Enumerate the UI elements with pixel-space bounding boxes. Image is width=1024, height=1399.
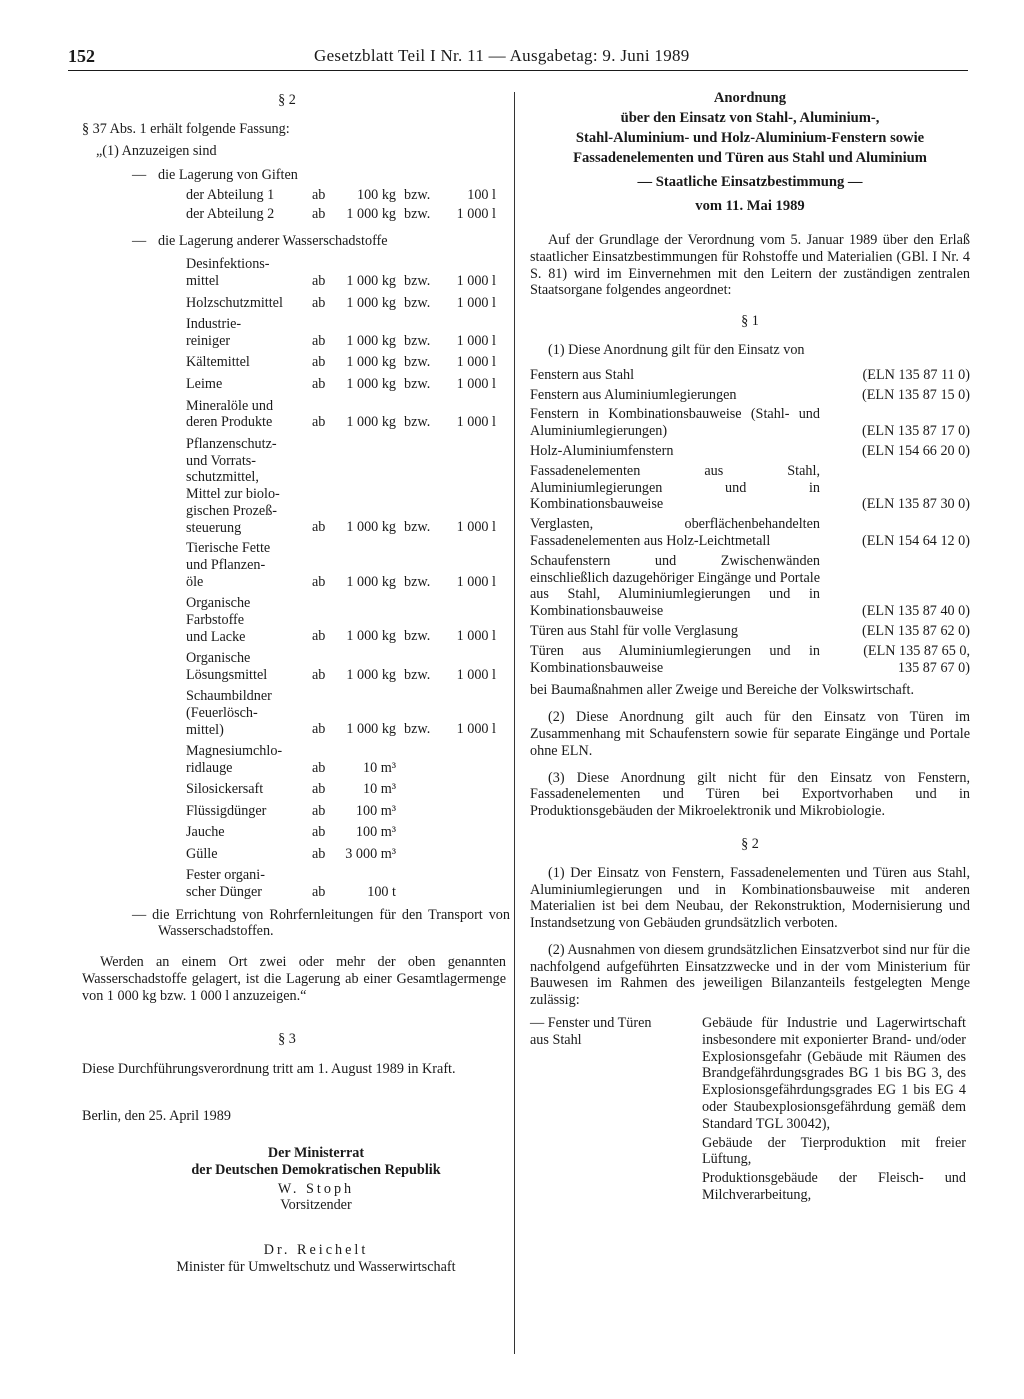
alternative-value: 1 000 l <box>456 294 496 311</box>
eln-code: (ELN 135 87 40 0) <box>862 603 970 620</box>
threshold-prefix: ab <box>312 206 326 223</box>
table-row <box>82 781 510 798</box>
threshold-prefix: ab <box>312 781 326 798</box>
substance-name: Fester organi- scher Dünger <box>186 867 265 901</box>
product-name: Türen aus Aluminiumlegierungen und in Kombinationsbauweise <box>530 642 820 676</box>
eln-code: (ELN 154 66 20 0) <box>862 442 970 459</box>
substance-name: Organische Lösungsmittel <box>186 649 268 683</box>
alternative-sep: bzw. <box>404 414 431 431</box>
alternative-value: 1 000 l <box>456 666 496 683</box>
quantity-value: 1 000 kg <box>346 354 396 371</box>
table-row <box>82 187 510 204</box>
alternative-sep: bzw. <box>404 332 431 349</box>
bullet-wasser: die Lagerung anderer Wasserschadstoffe <box>158 233 388 250</box>
column-divider <box>514 92 515 1354</box>
substance-name: Pflanzenschutz- und Vorrats- schutzmittel, Mittel zur biolo- gischen Prozeß- steuerung <box>186 435 280 536</box>
table-row <box>82 354 510 371</box>
table-row <box>82 376 510 393</box>
bullet-gifte: die Lagerung von Giften <box>158 167 298 184</box>
threshold-prefix: ab <box>312 518 326 535</box>
substance-name: Flüssigdünger <box>186 802 267 819</box>
s2-heading: § 2 <box>741 835 759 852</box>
table-row <box>82 867 510 900</box>
eln-code: (ELN 135 87 65 0, 135 87 67 0) <box>863 642 970 676</box>
substance-name: der Abteilung 2 <box>186 206 275 223</box>
alternative-value: 1 000 l <box>456 206 496 223</box>
threshold-prefix: ab <box>312 802 326 819</box>
signer-1: W. Stoph <box>277 1180 355 1197</box>
table-row <box>82 256 510 289</box>
intro-text: § 37 Abs. 1 erhält folgende Fassung: <box>82 120 290 137</box>
product-name: Verglasten, oberflächenbehandelten Fassadenelementen aus Holz-Leichtmetall <box>530 516 820 549</box>
alternative-sep: bzw. <box>404 721 431 738</box>
table-row <box>82 688 510 738</box>
alternative-value: 100 l <box>467 187 496 204</box>
product-name: Türen aus Stahl für volle Verglasung <box>530 622 738 639</box>
threshold-prefix: ab <box>312 414 326 431</box>
substance-name: Kältemittel <box>186 354 250 371</box>
product-name: Holz-Aluminiumfenstern <box>530 442 674 459</box>
quantity-value: 10 m³ <box>362 781 396 798</box>
eln-row <box>530 623 970 640</box>
table-row <box>82 743 510 776</box>
exceptions-block <box>530 1015 970 1255</box>
eln-row <box>530 406 970 440</box>
eln-row <box>530 553 970 620</box>
title-line: — Staatliche Einsatzbestimmung — <box>637 174 863 190</box>
place-date: Berlin, den 25. April 1989 <box>82 1108 231 1125</box>
substance-name: Tierische Fette und Pflanzen- öle <box>186 540 271 590</box>
product-name: Fenstern aus Stahl <box>530 366 635 383</box>
substance-name: Leime <box>186 375 223 392</box>
exception-item: Gebäude der Tierproduktion mit freier Lüftung, <box>702 1134 966 1168</box>
eln-code: (ELN 135 87 11 0) <box>862 366 970 383</box>
substance-name: Desinfektions- mittel <box>186 256 270 290</box>
s1-paragraph-1: (1) Diese Anordnung gilt für den Einsatz von <box>548 341 805 358</box>
eln-code: (ELN 135 87 30 0) <box>862 496 970 513</box>
table-row <box>82 824 510 841</box>
page-header <box>68 44 968 72</box>
threshold-prefix: ab <box>312 332 326 349</box>
threshold-prefix: ab <box>312 187 326 204</box>
threshold-prefix: ab <box>312 721 326 738</box>
threshold-prefix: ab <box>312 375 326 392</box>
eln-code: (ELN 135 87 62 0) <box>862 622 970 639</box>
threshold-prefix: ab <box>312 845 326 862</box>
bullet-rohr: die Errichtung von Rohrfernleitungen für den Transport von Wasserschadstoffen. <box>152 906 510 940</box>
threshold-prefix: ab <box>312 759 326 776</box>
alternative-value: 1 000 l <box>456 354 496 371</box>
eln-row <box>530 387 970 404</box>
table-row <box>82 398 510 431</box>
substance-name: Mineralöle und deren Produkte <box>186 397 274 431</box>
threshold-prefix: ab <box>312 573 326 590</box>
page-number: 152 <box>68 46 95 66</box>
quantity-value: 10 m³ <box>362 759 396 776</box>
dash-marker: — <box>132 167 147 184</box>
alternative-sep: bzw. <box>404 573 431 590</box>
threshold-prefix: ab <box>312 294 326 311</box>
alternative-sep: bzw. <box>404 294 431 311</box>
quantity-value: 100 kg <box>356 187 396 204</box>
title-line: Stahl-Aluminium- und Holz-Aluminium-Fenstern sowie <box>575 130 925 146</box>
threshold-prefix: ab <box>312 666 326 683</box>
threshold-prefix: ab <box>312 884 326 901</box>
alternative-value: 1 000 l <box>456 628 496 645</box>
s2-paragraph-2: (2) Ausnahmen von diesem grundsätzlichen Einsatzverbot sind nur für die nachfolgend aufgeführten Einsatzzwecke und in der vom Ministerium für Bauwesen im Rahmen des jeweiligen Bilanzanteils festgelegten Menge zulässig: <box>530 941 970 1009</box>
left-column <box>82 88 510 1276</box>
alternative-sep: bzw. <box>404 206 431 223</box>
quantity-value: 1 000 kg <box>346 573 396 590</box>
eln-row <box>530 643 970 677</box>
table-row <box>82 803 510 820</box>
gifte-table <box>82 187 510 223</box>
title-line: Anordnung <box>713 90 787 106</box>
signer-2-title: Minister für Umweltschutz und Wasserwirtschaft <box>176 1259 456 1276</box>
closing-paragraph: Werden an einem Ort zwei oder mehr der oben genannten Wasserschadstoffe gelagert, ist die Lagerung ab einer Gesamtlagermenge von 1 000 kg bzw. 1 000 l anzuzeigen.“ <box>82 954 506 1004</box>
eln-code: (ELN 154 64 12 0) <box>862 532 970 549</box>
substance-name: Magnesiumchlo- ridlauge <box>186 742 283 776</box>
substance-name: Schaumbildner (Feuerlösch- mittel) <box>186 688 272 738</box>
alternative-value: 1 000 l <box>456 721 496 738</box>
product-name: Schaufenstern und Zwischenwänden einschließlich dazugehöriger Eingänge und Portale aus Stahl, Aluminiumlegierungen und in Kombinationsbauweise <box>530 552 820 620</box>
threshold-prefix: ab <box>312 354 326 371</box>
dash-marker: — <box>132 233 147 250</box>
s1-paragraph-3: (3) Diese Anordnung gilt nicht für den Einsatz von Fenstern, Fassadenelementen und Türen bei Exportvorhaben und in Produktionsgebäuden der Mikroelektronik und Mikrobiologie. <box>530 769 970 820</box>
quantity-value: 1 000 kg <box>346 272 396 289</box>
table-row <box>82 540 510 590</box>
alternative-value: 1 000 l <box>456 573 496 590</box>
alternative-sep: bzw. <box>404 628 431 645</box>
table-row <box>82 206 510 223</box>
exception-item: Gebäude für Industrie und Lagerwirtschaft insbesondere mit exponierter Brand- und/oder Explosionsgefahr (Gebäude mit Räumen des Brandgefährdungsgrades BG 1 bis BG 3, des Explosionsgefährdungsgrades EG 1 bis EG 4 oder Staubexplosionsgefährdung gemäß dem Standard TGL 30042), <box>702 1015 966 1132</box>
quantity-value: 1 000 kg <box>346 628 396 645</box>
exception-items <box>702 1015 966 1204</box>
section-3-heading: § 3 <box>278 1030 296 1047</box>
eln-row <box>530 443 970 460</box>
signer-1-title: Vorsitzender <box>280 1197 352 1214</box>
header-title: Gesetzblatt Teil I Nr. 11 — Ausgabetag: 9. Juni 1989 <box>314 46 690 65</box>
eln-row <box>530 367 970 384</box>
quantity-value: 1 000 kg <box>346 721 396 738</box>
quantity-value: 1 000 kg <box>346 666 396 683</box>
substance-name: Industrie- reiniger <box>186 316 242 349</box>
section-2-heading: § 2 <box>278 92 296 108</box>
threshold-prefix: ab <box>312 628 326 645</box>
table-row <box>82 316 510 349</box>
substance-name: Holzschutzmittel <box>186 294 283 311</box>
alternative-sep: bzw. <box>404 666 431 683</box>
item-1-text: „(1) Anzuzeigen sind <box>96 142 217 159</box>
quantity-value: 1 000 kg <box>346 518 396 535</box>
threshold-prefix: ab <box>312 272 326 289</box>
table-row <box>82 295 510 312</box>
eln-row <box>530 516 970 550</box>
quantity-value: 3 000 m³ <box>345 845 396 862</box>
alternative-sep: bzw. <box>404 518 431 535</box>
right-column <box>530 88 970 1255</box>
s1-after: bei Baumaßnahmen aller Zweige und Bereiche der Volkswirtschaft. <box>530 682 914 699</box>
s1-paragraph-2: (2) Diese Anordnung gilt auch für den Einsatz von Türen im Zusammenhang mit Schaufenstern sowie für separate Eingänge und Portale ohne ELN. <box>530 709 970 759</box>
title-line: Fassadenelementen und Türen aus Stahl und Aluminium <box>573 150 927 166</box>
wasser-table <box>82 256 510 900</box>
alternative-value: 1 000 l <box>456 414 496 431</box>
header-rule <box>68 70 968 71</box>
table-row <box>82 595 510 645</box>
ordinance-title <box>530 88 970 216</box>
substance-name: der Abteilung 1 <box>186 187 275 204</box>
quantity-value: 1 000 kg <box>346 375 396 392</box>
alternative-sep: bzw. <box>404 375 431 392</box>
table-row <box>82 436 510 536</box>
quantity-value: 1 000 kg <box>346 206 396 223</box>
product-name: Fassadenelementen aus Stahl, Aluminiumlegierungen und in Kombinationsbauweise <box>530 462 820 513</box>
substance-name: Organische Farbstoffe und Lacke <box>186 595 251 645</box>
eln-row <box>530 463 970 513</box>
alternative-sep: bzw. <box>404 272 431 289</box>
table-row <box>82 650 510 683</box>
alternative-sep: bzw. <box>404 354 431 371</box>
signer-2: Dr. Reichelt <box>263 1242 369 1259</box>
alternative-value: 1 000 l <box>456 272 496 289</box>
eln-table <box>530 367 970 677</box>
substance-name: Silosickersaft <box>186 781 264 798</box>
table-row <box>82 846 510 863</box>
product-name: Fenstern in Kombinationsbauweise (Stahl- und Aluminiumlegierungen) <box>530 406 820 440</box>
title-date: vom 11. Mai 1989 <box>695 198 805 214</box>
alternative-value: 1 000 l <box>456 332 496 349</box>
bullet-rohr-wrap: — die Errichtung von Rohrfernleitungen für den Transport von Wasserschadstoffen. <box>132 906 510 940</box>
substance-name: Gülle <box>186 845 218 862</box>
quantity-value: 1 000 kg <box>346 294 396 311</box>
quantity-value: 100 t <box>367 884 396 901</box>
substance-name: Jauche <box>186 824 225 841</box>
preamble: Auf der Grundlage der Verordnung vom 5. Januar 1989 über den Erlaß staatlicher Einsatzbestimmungen für Rohstoffe und Materialien (GBl. I Nr. 4 S. 81) wird im Einvernehmen mit den Leitern der zuständigen zentralen Staatsorgane folgendes angeordnet: <box>530 232 970 299</box>
quantity-value: 100 m³ <box>355 824 396 841</box>
eln-code: (ELN 135 87 17 0) <box>862 423 970 440</box>
alternative-sep: bzw. <box>404 187 431 204</box>
s1-heading: § 1 <box>741 313 759 330</box>
exception-label: — Fenster und Türen aus Stahl <box>530 1015 652 1048</box>
quantity-value: 1 000 kg <box>346 414 396 431</box>
eln-code: (ELN 135 87 15 0) <box>862 386 970 403</box>
council-line-1: Der Ministerrat <box>267 1145 365 1162</box>
s2-paragraph-1: (1) Der Einsatz von Fenstern, Fassadenelementen und Türen aus Stahl, Aluminiumlegierungen und in Kombinationsbauweise mit anderen Materialien ist bei dem Neubau, der Rekonstruktion, Modernisierung und Instandsetzung von Gebäuden grundsätzlich verboten. <box>530 864 970 932</box>
section-3-text: Diese Durchführungsverordnung tritt am 1. August 1989 in Kraft. <box>82 1061 456 1078</box>
threshold-prefix: ab <box>312 824 326 841</box>
alternative-value: 1 000 l <box>456 518 496 535</box>
exception-item: Produktionsgebäude der Fleisch- und Milchverarbeitung, <box>702 1170 966 1204</box>
product-name: Fenstern aus Aluminiumlegierungen <box>530 386 737 403</box>
quantity-value: 1 000 kg <box>346 332 396 349</box>
quantity-value: 100 m³ <box>355 802 396 819</box>
alternative-value: 1 000 l <box>456 375 496 392</box>
council-line-2: der Deutschen Demokratischen Republik <box>191 1161 441 1178</box>
title-line: über den Einsatz von Stahl-, Aluminium-, <box>620 110 880 126</box>
